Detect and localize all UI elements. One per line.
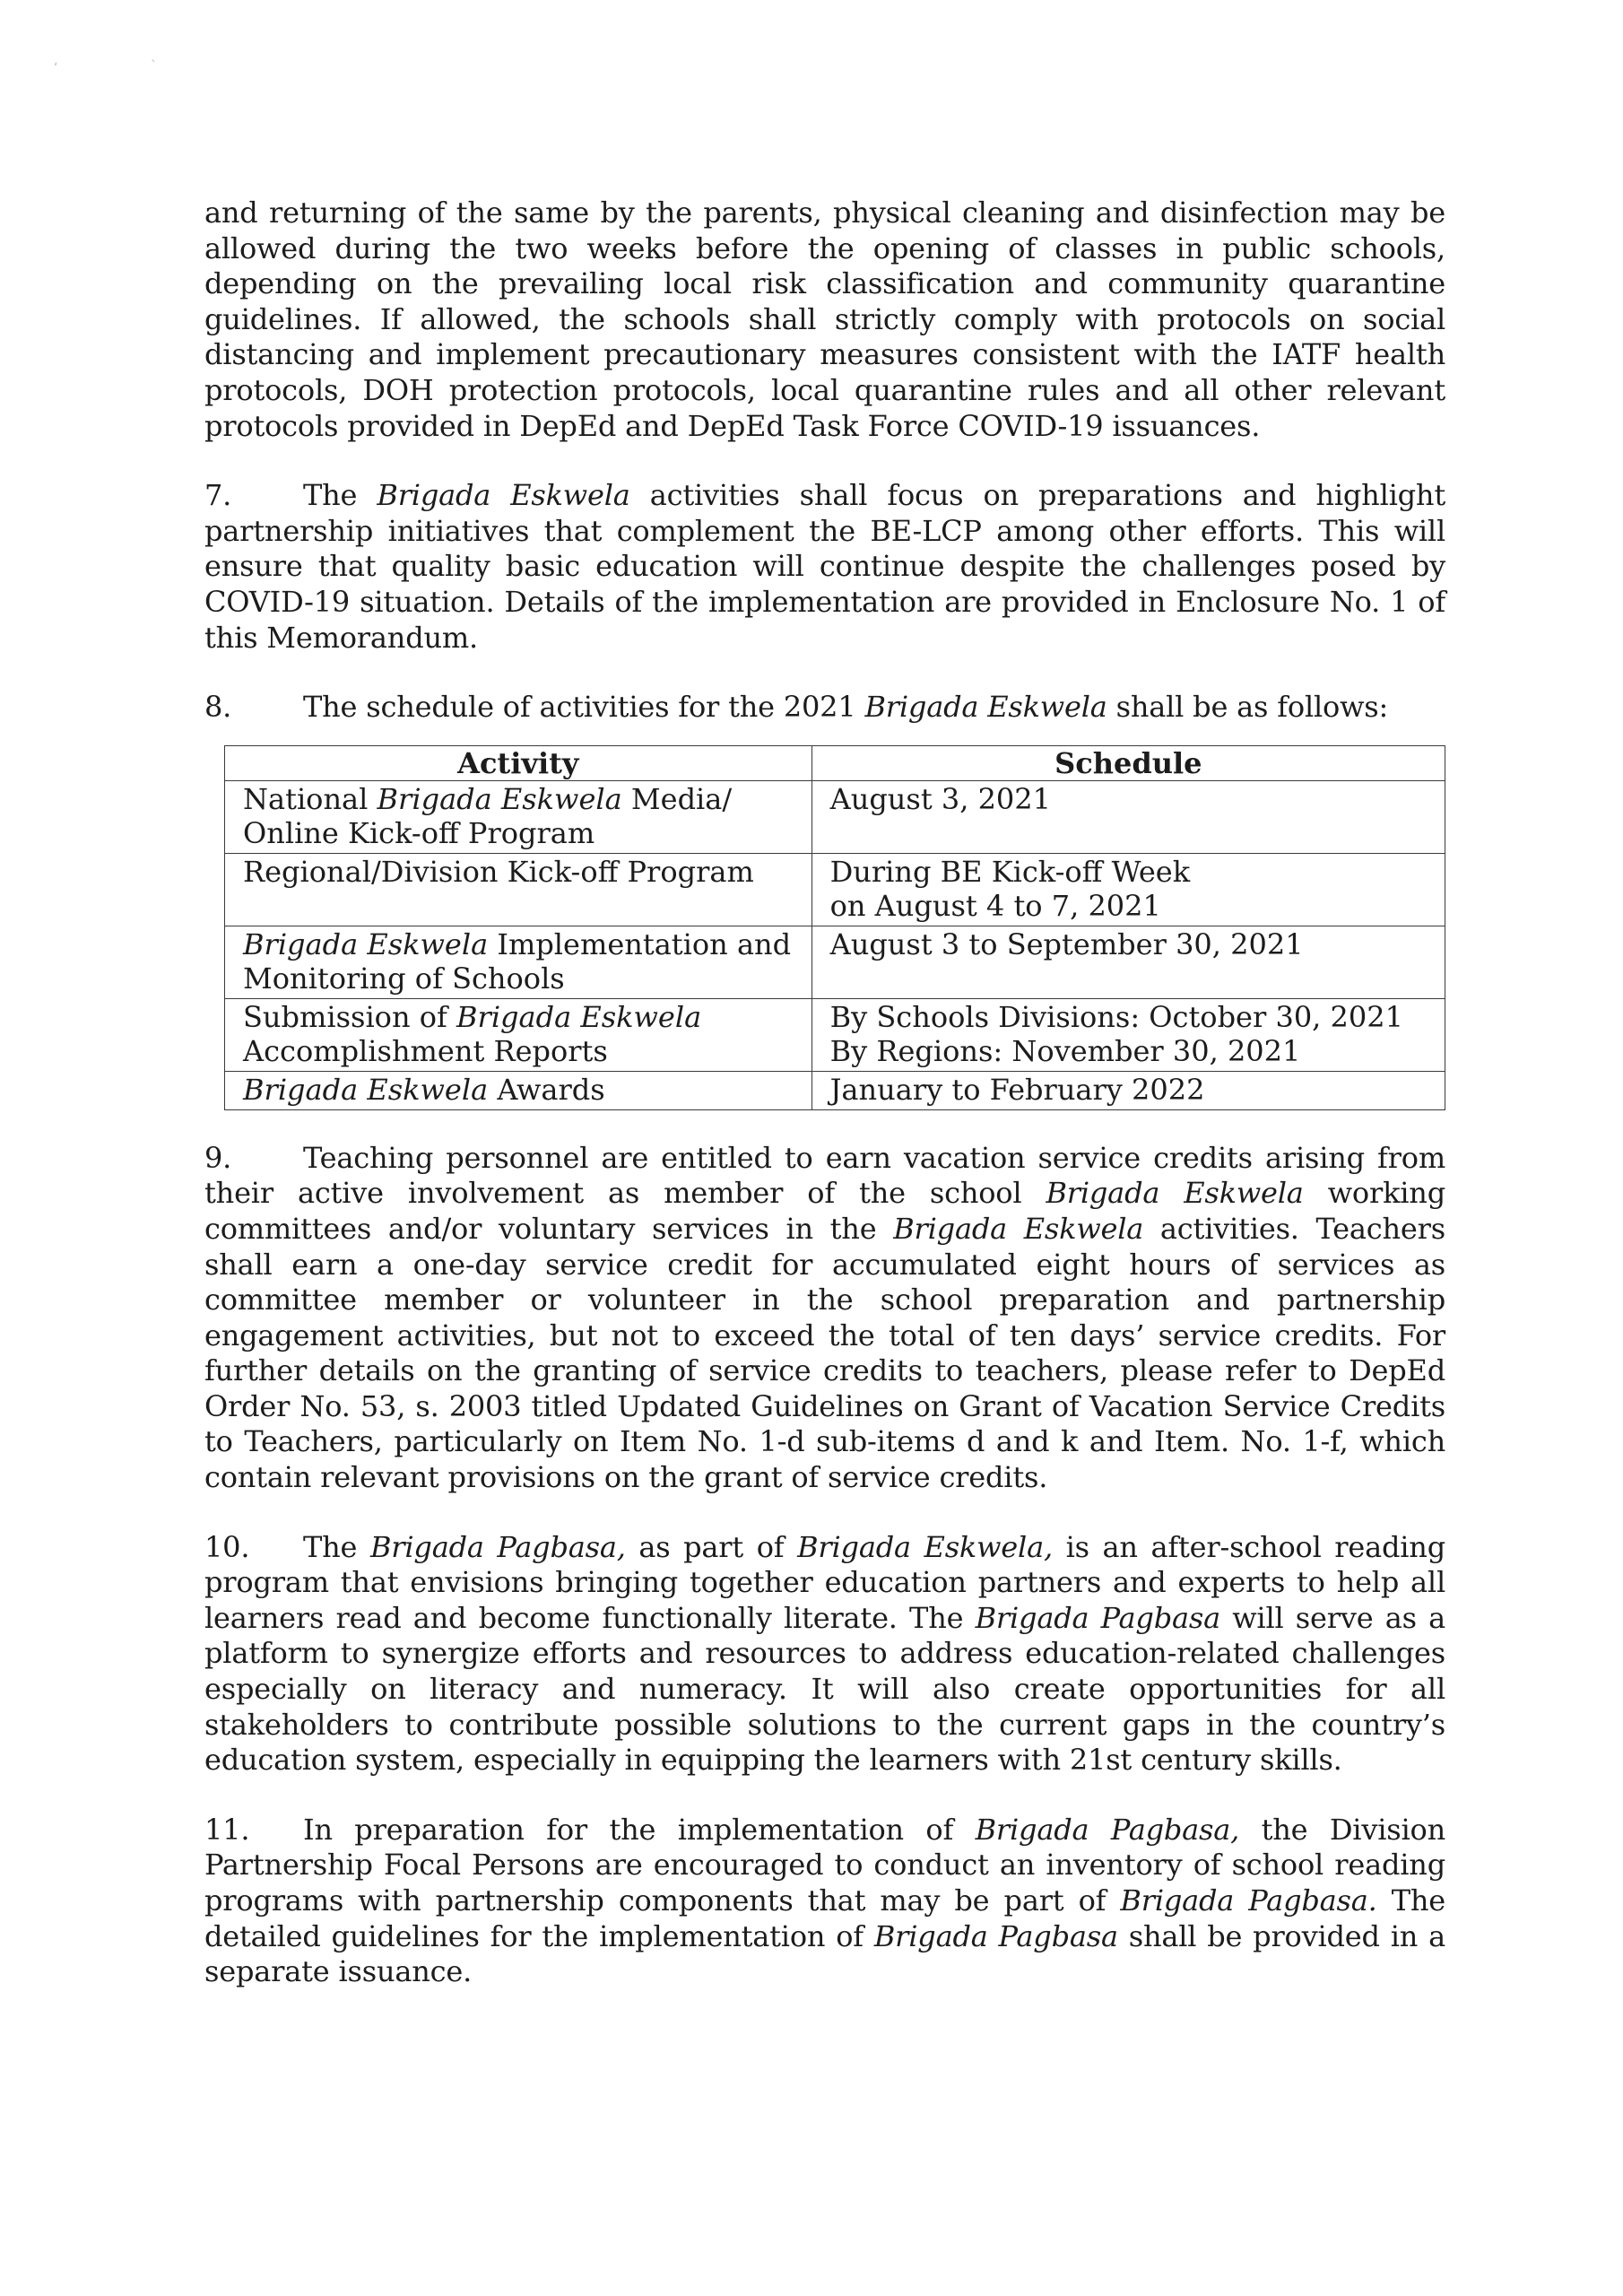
- paragraph-text: The schedule of activities for the 2021: [303, 690, 865, 725]
- paragraph-number: 10.: [204, 1529, 250, 1564]
- table-row: [225, 926, 1445, 998]
- paragraph-text: In preparation for the implementation of: [303, 1812, 976, 1847]
- schedule-cell: [812, 780, 1445, 853]
- cell-line: January to February 2022: [829, 1072, 1205, 1107]
- emphasis-text: Brigada Eskwela: [864, 690, 1107, 725]
- scan-artifact: `: [151, 59, 157, 74]
- cell-line: [243, 1000, 794, 1034]
- paragraph-number: 11.: [204, 1812, 250, 1847]
- emphasis-text: Brigada Pagbasa.: [1120, 1883, 1377, 1918]
- emphasis-text: Brigada Eskwela: [243, 926, 489, 961]
- activity-cell: [225, 853, 812, 926]
- emphasis-text: Brigada Pagbasa,: [975, 1812, 1240, 1847]
- activity-cell: [225, 780, 812, 853]
- paragraph-text: The detailed guidelines for the implementation of: [204, 1883, 1445, 1953]
- paragraph-text: as part of: [625, 1529, 798, 1564]
- cell-line: By Schools Divisions: October 30, 2021: [829, 999, 1403, 1034]
- column-header-schedule: Schedule: [812, 745, 1445, 780]
- emphasis-text: Brigada Pagbasa,: [369, 1529, 626, 1564]
- emphasis-text: Brigada Eskwela: [243, 1072, 489, 1107]
- paragraph-text: is an after-school reading program that envisions bringing together education partners and experts to help all learners read and become functionally literate. The: [204, 1529, 1445, 1635]
- activity-cell: [225, 926, 812, 998]
- cell-line: August 3, 2021: [829, 781, 1051, 816]
- paragraph-text: shall be provided in a separate issuance.: [204, 1918, 1445, 1989]
- paragraph-text: activities shall focus on preparations and highlight partnership initiatives that complement the BE-LCP among other efforts. This will ensure that quality basic education will continue despite the challenges posed by COVID-19 situation. Details of the implementation are provided in Enclosure No. 1 of this Memorandum.: [204, 478, 1445, 655]
- emphasis-text: Brigada Eskwela: [893, 1211, 1144, 1246]
- paragraph-number: 8.: [204, 690, 232, 725]
- scan-artifact: ‘: [54, 61, 58, 75]
- paragraph-8: [204, 690, 1445, 726]
- schedule-cell: [812, 853, 1445, 926]
- emphasis-text: Brigada Eskwela: [377, 478, 630, 513]
- paragraph-text: The: [303, 1529, 370, 1564]
- cell-text: Submission of: [243, 999, 456, 1034]
- activity-cell: [225, 1071, 812, 1109]
- paragraph-text: working committees and/or voluntary services in the: [204, 1176, 1446, 1246]
- cell-line: [243, 927, 794, 961]
- paragraph-text: shall be as follows:: [1107, 690, 1389, 725]
- cell-line: Accomplishment Reports: [243, 1033, 608, 1068]
- schedule-cell: [812, 1071, 1445, 1109]
- paragraph-9: [204, 1141, 1445, 1496]
- paragraph-7: [204, 478, 1445, 656]
- paragraph-continuation: [204, 196, 1445, 444]
- paragraph-number: 9.: [204, 1140, 232, 1175]
- emphasis-text: Brigada Pagbasa: [873, 1918, 1118, 1953]
- paragraph-10: [204, 1530, 1445, 1779]
- activity-cell: [225, 998, 812, 1071]
- table-row: [225, 1071, 1445, 1109]
- schedule-cell: [812, 926, 1445, 998]
- emphasis-text: Brigada Eskwela: [1046, 1176, 1304, 1211]
- schedule-cell: [812, 998, 1445, 1071]
- paragraph-text: The: [303, 478, 378, 513]
- table-header-row: [225, 745, 1445, 780]
- cell-text: Media/: [621, 781, 733, 816]
- emphasis-text: Brigada Eskwela,: [797, 1529, 1053, 1564]
- cell-line: August 3 to September 30, 2021: [829, 926, 1304, 961]
- table-row: [225, 853, 1445, 926]
- paragraph-text: activities. Teachers shall earn a one-day service credit for accumulated eight hours of services as committee member or volunteer in the school preparation and partnership engagement activities, but not to exceed the total of ten days’ service credits. For further details on the granting of service credits to teachers, please refer to DepEd Order No. 53, s. 2003 titled Updated Guidelines on Grant of Vacation Service Credits to Teachers, particularly on Item No. 1-d sub-items d and k and Item. No. 1-f, which contain relevant provisions on the grant of service credits.: [204, 1211, 1445, 1495]
- paragraph-text: will serve as a platform to synergize efforts and resources to address education-related challenges especially on literacy and numeracy. It will also create opportunities for all stakeholders to contribute possible solutions to the current gaps in the country’s education system, especially in equipping the learners with 21st century skills.: [204, 1600, 1445, 1778]
- cell-text: National: [243, 781, 378, 816]
- cell-line: [243, 1073, 794, 1107]
- cell-line: By Regions: November 30, 2021: [829, 1033, 1301, 1068]
- cell-line: During BE Kick-off Week: [829, 854, 1191, 889]
- table-row: [225, 780, 1445, 853]
- cell-line: Online Kick-off Program: [243, 815, 595, 850]
- cell-line: Monitoring of Schools: [243, 961, 565, 996]
- paragraph-text: and returning of the same by the parents, physical cleaning and disinfection may be allowed during the two weeks before the opening of classes in public schools, depending on the prevailing local risk classification and community quarantine guidelines. If allowed, the schools shall strictly comply with protocols on social distancing and implement precautionary measures consistent with the IATF health protocols, DOH protection protocols, local quarantine rules and all other relevant protocols provided in DepEd and DepEd Task Force COVID-19 issuances.: [204, 196, 1445, 443]
- emphasis-text: Brigada Eskwela: [377, 781, 622, 816]
- column-header-activity: Activity: [225, 745, 812, 780]
- paragraph-number: 7.: [204, 478, 232, 513]
- memorandum-body: [204, 196, 1445, 2024]
- emphasis-text: Brigada Eskwela: [456, 999, 702, 1034]
- emphasis-text: Brigada Pagbasa: [975, 1600, 1220, 1635]
- paragraph-text: Teaching personnel are entitled to earn vacation service credits arising from their active involvement as member of the school: [204, 1140, 1445, 1211]
- cell-line: [243, 782, 794, 816]
- cell-text: Awards: [488, 1072, 605, 1107]
- cell-line: Regional/Division Kick-off Program: [243, 854, 754, 889]
- schedule-table: [224, 745, 1445, 1110]
- paragraph-text: the Division Partnership Focal Persons are encouraged to conduct an inventory of school reading programs with partnership components that may be part of: [204, 1812, 1445, 1918]
- cell-line: on August 4 to 7, 2021: [829, 888, 1161, 923]
- table-row: [225, 998, 1445, 1071]
- paragraph-11: [204, 1813, 1445, 1990]
- cell-text: Implementation and: [488, 926, 792, 961]
